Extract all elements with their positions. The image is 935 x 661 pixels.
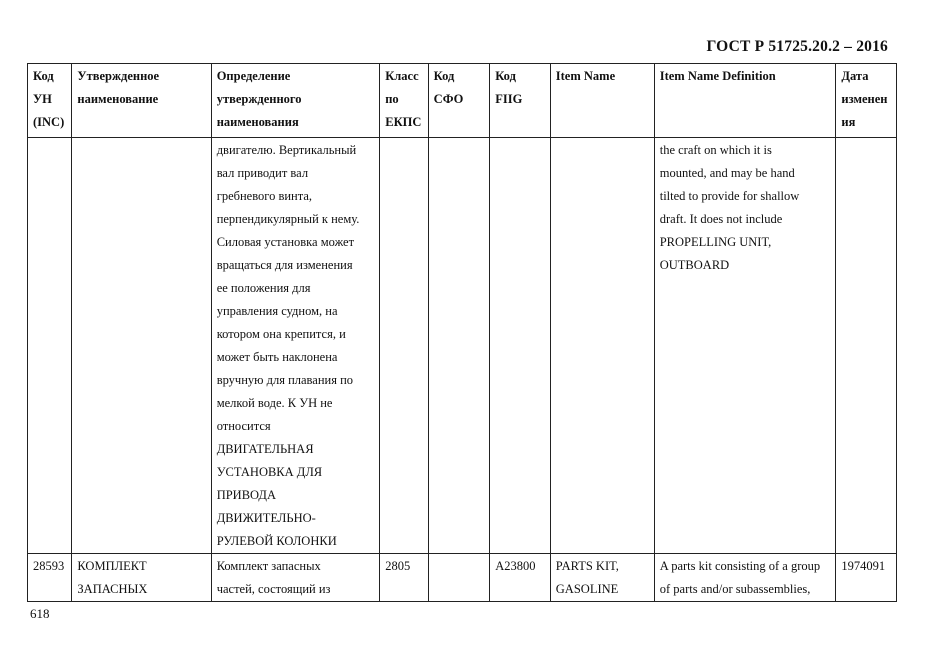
page-number: 618 (30, 606, 50, 621)
table-row (28, 554, 897, 602)
header-sfo-code: Код СФО (428, 64, 490, 138)
cell-item-name: PARTS KIT, GASOLINE (550, 554, 654, 602)
cell-definition-ru: двигателю. Вертикальный вал приводит вал гребневого винта, перпендикулярный к нему. Силовая установка может вращаться для изменения ее положения для управления судном, на котором она крепится, и может быть наклонена вручную для плавания по мелкой воде. К УН не относится ДВИГАТЕЛЬНАЯ УСТАНОВКА ДЛЯ ПРИВОДА ДВИЖИТЕЛЬНО- РУЛЕВОЙ КОЛОНКИ (211, 138, 380, 554)
cell-sfo-code (428, 138, 490, 554)
cell-fiig: A23800 (490, 554, 551, 602)
cell-item-name (550, 138, 654, 554)
header-approved-name: Утвержденное наименование (72, 64, 211, 138)
header-definition: Определение утвержденного наименования (211, 64, 380, 138)
header-fsc-class: Класс по ЕКПС (380, 64, 428, 138)
cell-date-changed: 1974091 (836, 554, 897, 602)
header-fiig: Код FIIG (490, 64, 551, 138)
header-item-name: Item Name (550, 64, 654, 138)
catalog-table (27, 63, 897, 602)
cell-item-name-definition: the craft on which it is mounted, and may be hand tilted to provide for shallow draft. It does not include PROPELLING UNIT, OUTBOARD (654, 138, 836, 554)
table-header-row (28, 64, 897, 138)
cell-approved-name (72, 138, 211, 554)
header-inc: Код УН (INC) (28, 64, 72, 138)
cell-item-name-definition: A parts kit consisting of a group of parts and/or subassemblies, (654, 554, 836, 602)
cell-sfo-code (428, 554, 490, 602)
cell-inc (28, 138, 72, 554)
header-date-changed: Дата изменен ия (836, 64, 897, 138)
cell-definition-ru: Комплект запасных частей, состоящий из (211, 554, 380, 602)
cell-date-changed (836, 138, 897, 554)
table-row (28, 138, 897, 554)
header-item-name-definition: Item Name Definition (654, 64, 836, 138)
cell-approved-name: КОМПЛЕКТ ЗАПАСНЫХ (72, 554, 211, 602)
cell-fsc-class (380, 138, 428, 554)
standard-title: ГОСТ Р 51725.20.2 – 2016 (706, 38, 888, 55)
cell-fiig (490, 138, 551, 554)
cell-inc: 28593 (28, 554, 72, 602)
cell-fsc-class: 2805 (380, 554, 428, 602)
